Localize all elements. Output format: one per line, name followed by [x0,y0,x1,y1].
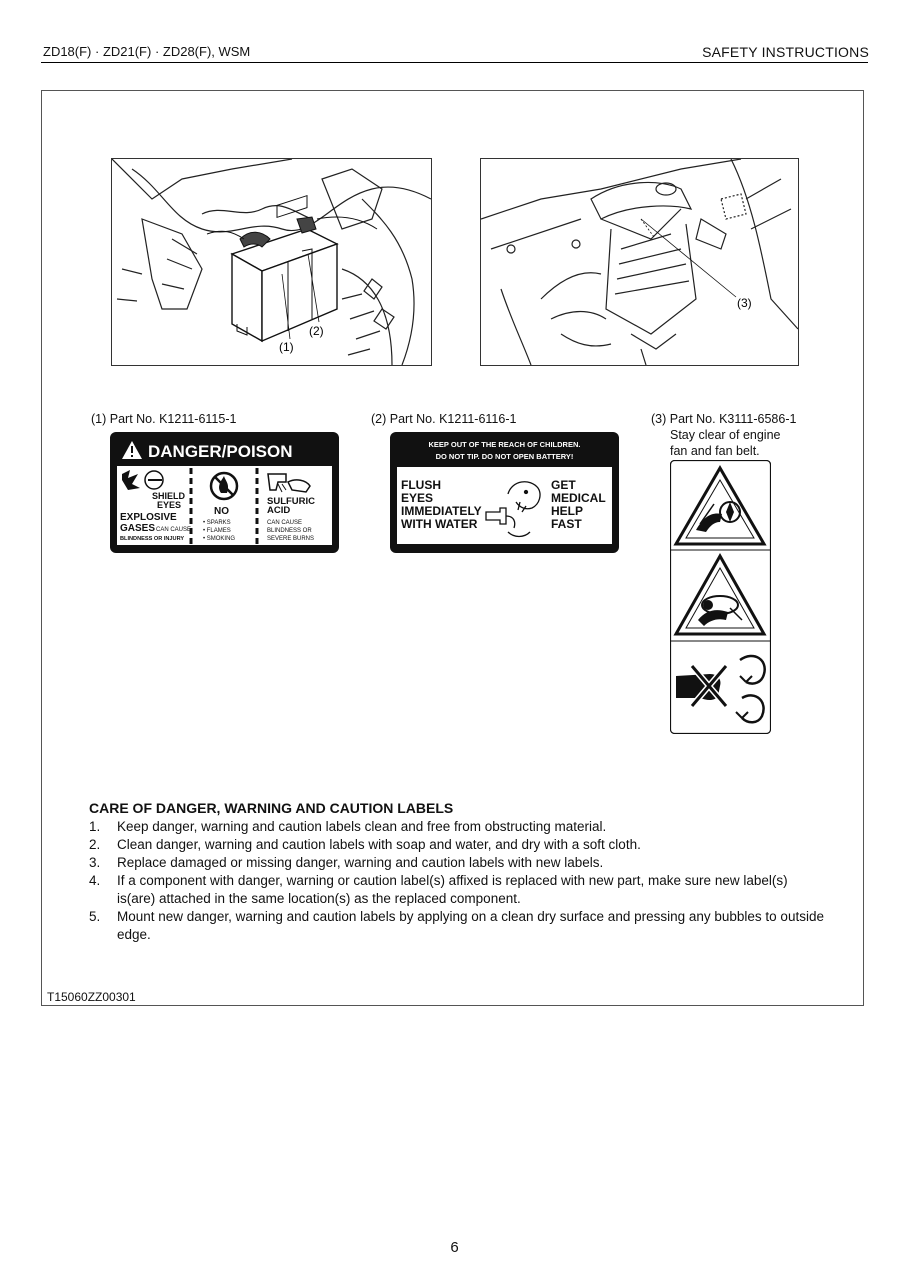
label1-part-caption: (1) Part No. K1211-6115-1 [91,412,237,426]
flush-text: FLUSH [401,478,441,492]
list-item-text: Mount new danger, warning and caution labels by applying on a clean dry surface and pressing any bubbles to outside edge. [117,909,824,942]
sulfuric-text: SULFURIC [267,496,316,507]
blindness-injury-text: BLINDNESS OR INJURY [120,536,185,542]
callout-3: (3) [737,296,752,310]
label3-note-line1: Stay clear of engine [670,428,781,442]
header-divider [41,62,868,63]
shield-text: SHIELD [152,491,186,501]
do-not-tip-text: DO NOT TIP. DO NOT OPEN BATTERY! [435,452,574,461]
help-text: HELP [551,504,584,518]
get-text: GET [551,478,576,492]
acid-burns-text: SEVERE BURNS [267,536,315,542]
list-item [89,836,829,854]
danger-headline: DANGER/POISON [148,442,293,461]
page-number: 6 [450,1239,459,1256]
label3-note-line2: fan and fan belt. [670,444,760,458]
acid-blindness-text: BLINDNESS OR [267,528,312,534]
immediately-text: IMMEDIATELY [401,504,482,518]
callout-2: (2) [309,324,324,338]
list-item-text: Replace damaged or missing danger, warning and caution labels with new labels. [117,855,604,870]
list-item-text: If a component with danger, warning or caution label(s) affixed is replaced with new part, make sure new label(s) is(are) attached in the same location(s) as the replaced component. [117,873,788,906]
label2-part-caption: (2) Part No. K1211-6116-1 [371,412,517,426]
list-item [89,908,829,944]
care-section-title: CARE OF DANGER, WARNING AND CAUTION LABELS [89,800,454,816]
explosive-text: EXPLOSIVE [120,512,177,523]
list-item-number: 1. [89,819,101,834]
section-title: SAFETY INSTRUCTIONS [702,44,869,60]
engine-fan-illustration [480,158,799,366]
list-item [89,854,829,872]
smoking-text: • SMOKING [203,536,236,542]
fan-belt-pictogram-label [670,460,771,734]
keep-out-text: KEEP OUT OF THE REACH OF CHILDREN. [428,440,581,449]
list-item-number: 5. [89,909,101,924]
no-text: NO [214,506,229,517]
can-cause-text: CAN CAUSE [156,527,192,533]
list-item-text: Keep danger, warning and caution labels clean and free from obstructing material. [117,819,607,834]
gases-text: GASES [120,523,156,534]
battery-illustration [111,158,432,366]
sparks-text: • SPARKS [203,520,231,526]
flush-eyes-label [390,432,619,553]
fast-text: FAST [551,517,582,531]
list-item [89,818,829,836]
eyes-text: EYES [157,500,182,510]
label3-part-caption: (3) Part No. K3111-6586-1 [651,412,797,426]
flames-text: • FLAMES [203,528,231,534]
eyes-text-2: EYES [401,491,434,505]
acid-text: ACID [267,505,291,516]
acid-can-cause-text: CAN CAUSE [267,520,303,526]
list-item-text: Clean danger, warning and caution labels with soap and water, and dry with a soft cloth. [117,837,641,852]
list-item-number: 3. [89,855,101,870]
medical-text: MEDICAL [551,491,606,505]
list-item-number: 2. [89,837,101,852]
list-item-number: 4. [89,873,101,888]
manual-model-header: ZD18(F) · ZD21(F) · ZD28(F), WSM [43,44,251,59]
list-item [89,872,829,908]
callout-1: (1) [279,340,294,354]
with-water-text: WITH WATER [401,517,478,531]
care-instructions-list [89,818,829,944]
document-code: T15060ZZ00301 [47,990,136,1004]
danger-poison-label [110,432,339,553]
